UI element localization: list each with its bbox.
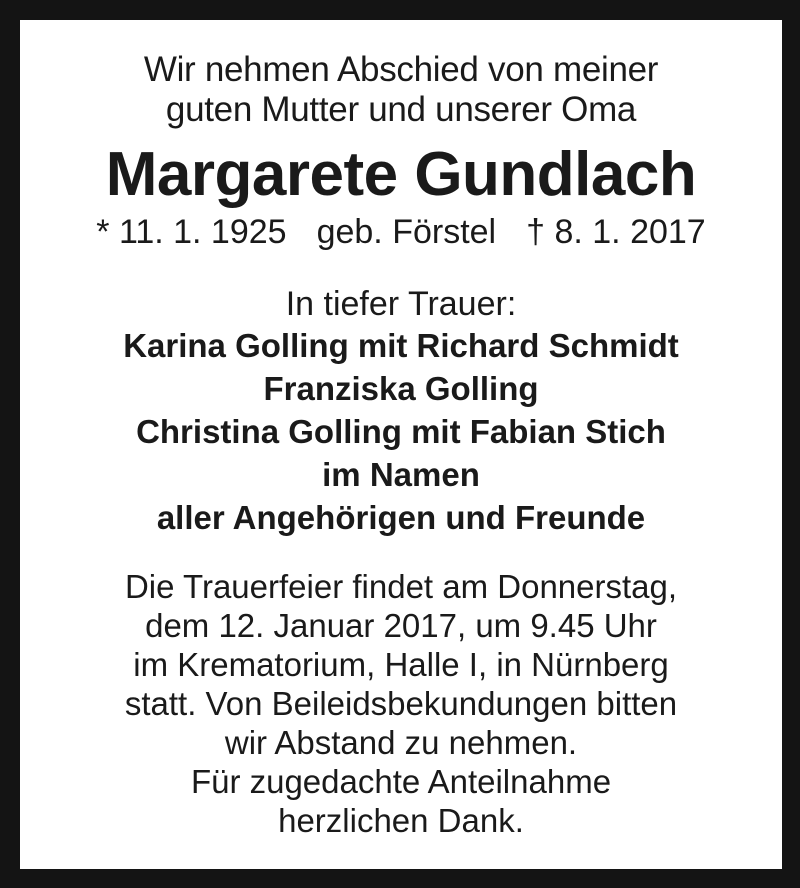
obituary-content <box>20 20 782 840</box>
intro-text <box>20 50 782 130</box>
deceased-name: Margarete Gundlach <box>105 140 697 209</box>
funeral-notice <box>20 567 782 840</box>
birth-date: * 11. 1. 1925 <box>96 213 287 251</box>
mourner-line: Franziska Golling <box>263 370 539 407</box>
intro-line: guten Mutter und unserer Oma <box>165 90 637 129</box>
death-date: † 8. 1. 2017 <box>526 213 706 251</box>
notice-line: dem 12. Januar 2017, um 9.45 Uhr <box>145 607 657 644</box>
mourner-line: im Namen <box>322 456 480 493</box>
notice-line: Die Trauerfeier findet am Donnerstag, <box>124 568 678 605</box>
notice-line: herzlichen Dank. <box>278 802 524 839</box>
mourner-line: aller Angehörigen und Freunde <box>156 499 646 536</box>
notice-line: wir Abstand zu nehmen. <box>224 724 578 761</box>
notice-line: Für zugedachte Anteilnahme <box>190 763 612 800</box>
maiden-name: geb. Förstel <box>316 213 497 251</box>
mourner-line: Christina Golling mit Fabian Stich <box>136 413 666 450</box>
mourners-list <box>20 324 782 539</box>
notice-line: statt. Von Beileidsbekundungen bitten <box>124 685 678 722</box>
life-dates <box>20 210 782 254</box>
intro-line: Wir nehmen Abschied von meiner <box>143 50 659 89</box>
mourner-line: Karina Golling mit Richard Schmidt <box>123 327 679 364</box>
notice-line: im Krematorium, Halle I, in Nürnberg <box>133 646 669 683</box>
sorrow-heading: In tiefer Trauer: <box>285 285 517 323</box>
